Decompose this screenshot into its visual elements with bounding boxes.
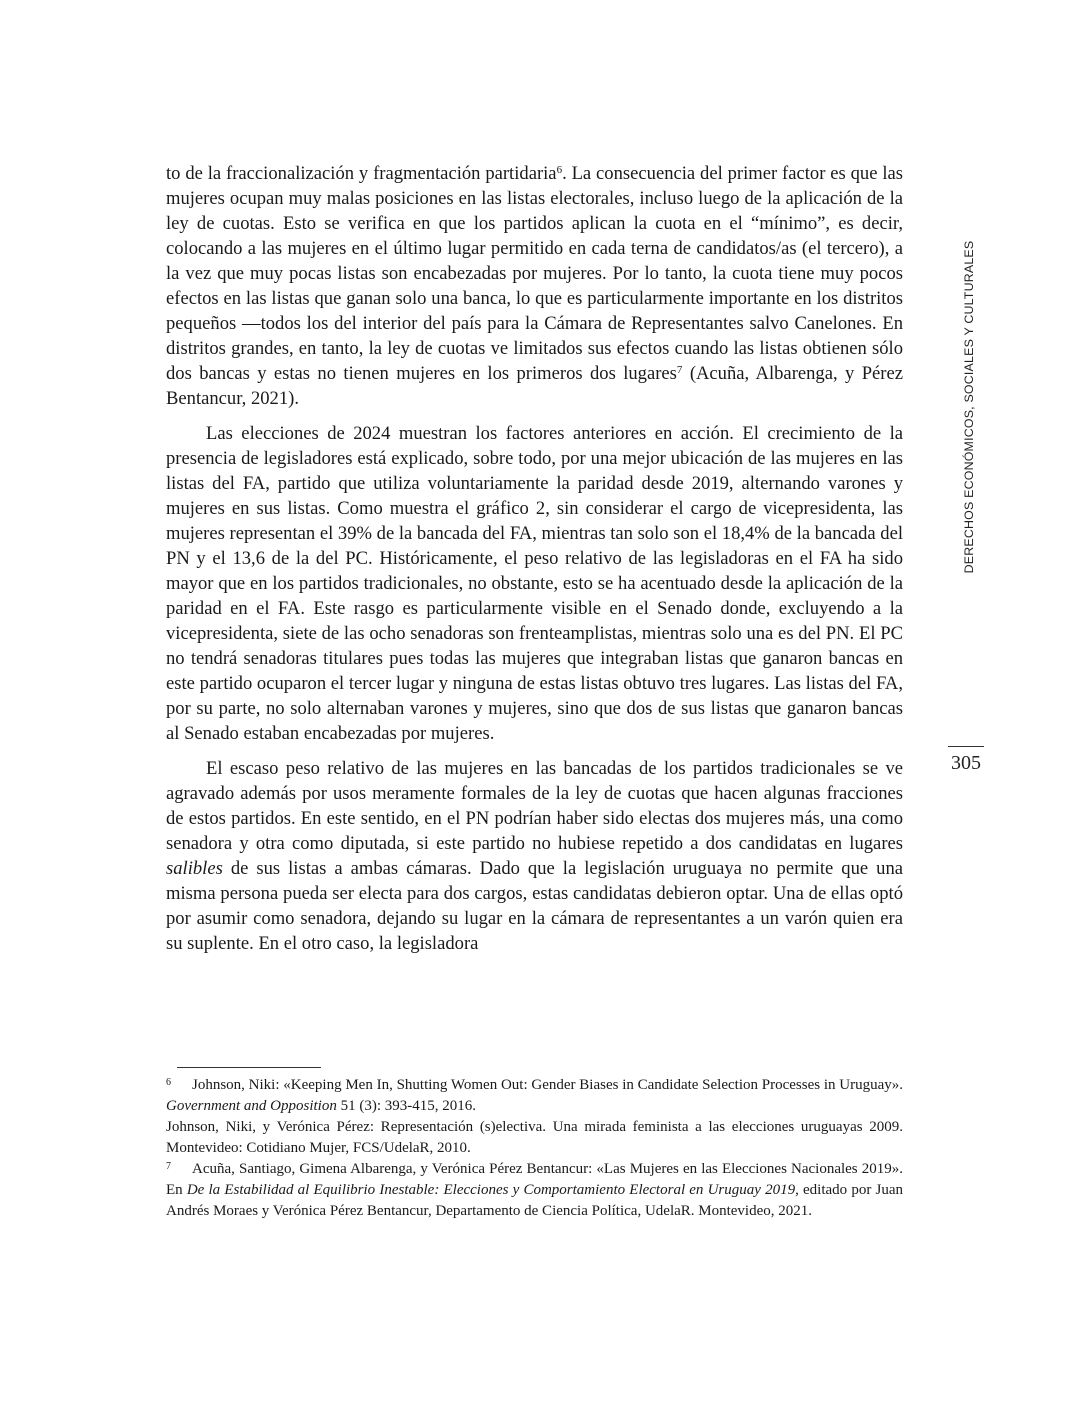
paragraph-text: (Acuña, Albarenga, y Pérez Bentancur, 2021).	[166, 363, 903, 409]
side-title-text: DERECHOS ECONÓMICOS, SOCIALES Y CULTURALES	[962, 240, 976, 574]
footnote-text: 51 (3): 393-415, 2016.	[336, 1098, 476, 1114]
running-section-title	[958, 240, 980, 574]
footnote-text: Acuña, Santiago, Gimena Albarenga, y Verónica Pérez Bentancur: «Las Mujeres en las Elecciones Nacionales 2019». En	[166, 1161, 903, 1198]
footnote-text: , editado por Juan Andrés Moraes y Verónica Pérez Bentancur, Departamento de Ciencia Política, UdelaR. Montevideo, 2021.	[166, 1182, 904, 1219]
footnote-text: Johnson, Niki: «Keeping Men In, Shutting Women Out: Gender Biases in Candidate Selection Processes in Uruguay».	[192, 1077, 903, 1093]
paragraph-text: . La consecuencia del primer factor es que las mujeres ocupan muy malas posiciones en las listas electorales, incluso luego de la aplicación de la ley de cuotas. Esto se verifica en que los partidos aplican la cuota en el “mínimo”, es decir, colocando a las mujeres en el último lugar permitido en cada terna de candidatos/as (el tercero), a la vez que muy pocas listas son encabezadas por mujeres. Por lo tanto, la cuota tiene muy pocos efectos en las listas que ganan solo una banca, lo que es particularmente importante en los distritos pequeños —todos los del interior del país para la Cámara de Representantes salvo Canelones. En distritos grandes, en tanto, la ley de cuotas ve limitados sus efectos cuando las listas obtienen sólo dos bancas y estas no tienen mujeres en los primeros dos lugares	[166, 163, 903, 384]
paragraph-text: El escaso peso relativo de las mujeres en las bancadas de los partidos tradicionales se ve agravado además por usos meramente formales de la ley de cuotas que hacen algunas fracciones de estos partidos. En este sentido, en el PN podrían haber sido electas dos mujeres más, una como senadora y otra como diputada, si este partido no hubiese repetido a dos candidatas en lugares	[166, 758, 903, 854]
footnote-ref-7: 7	[676, 364, 683, 376]
footnote-italic: De la Estabilidad al Equilibrio Inestable: Elecciones y Comportamiento Electoral en Uruguay 2019	[186, 1182, 796, 1198]
body-text	[166, 161, 903, 966]
footnote-7: 7 Acuña, Santiago, Gimena Albarenga, y Verónica Pérez Bentancur: «Las Mujeres en las Elecciones Nacionales 2019». En De la Estabilidad al Equilibrio Inestable: Elecciones y Comportamiento Electoral en Uruguay 2019, editado por Juan Andrés Moraes y Verónica Pérez Bentancur, Departamento de Ciencia Política, UdelaR. Montevideo, 2021.	[166, 1161, 904, 1219]
paragraph-text: de sus listas a ambas cámaras. Dado que la legislación uruguaya no permite que una misma persona pueda ser electa para dos cargos, estas candidatas debieron optar. Una de ellas optó por asumir como senadora, dejando su lugar en la cámara de representantes a un varón quien era su suplente. En el otro caso, la legisladora	[166, 858, 903, 954]
footnote-6-ref2: Johnson, Niki, y Verónica Pérez: Representación (s)electiva. Una mirada feminista a las elecciones uruguayas 2009. Montevideo: Cotidiano Mujer, FCS/UdelaR, 2010.	[166, 1119, 903, 1156]
paragraph-1	[166, 161, 903, 411]
footnotes	[166, 1075, 903, 1222]
footnote-ref-6: 6	[556, 164, 563, 176]
paragraph-2: Las elecciones de 2024 muestran los factores anteriores en acción. El crecimiento de la presencia de legisladores está explicado, sobre todo, por una mejor ubicación de las mujeres en las listas del FA, partido que utiliza voluntariamente la paridad desde 2019, alternando varones y mujeres en sus listas. Como muestra el gráfico 2, sin considerar el cargo de vicepresidenta, las mujeres representan el 39% de la bancada del FA, mientras tan solo son el 18,4% de la bancada del PN y el 13,6 de la del PC. Históricamente, el peso relativo de las legisladoras en el FA ha sido mayor que en los partidos tradicionales, no obstante, esto se ha acentuado desde la aplicación de la paridad en el FA. Este rasgo es particularmente visible en el Senado donde, excluyendo a la vicepresidenta, siete de las ocho senadoras son frenteamplistas, mientras solo una es del PN. El PC no tendrá senadoras titulares pues todas las mujeres que integraban listas que ganaron bancas en este partido ocuparon el tercer lugar y ninguna de estas listas obtuvo tres lugares. Las listas del FA, por su parte, no solo alternaban varones y mujeres, sino que dos de sus listas que ganaron bancas al Senado estaban encabezadas por mujeres.	[166, 423, 903, 744]
italic-term: salibles	[166, 858, 223, 879]
footnote-6: 6 Johnson, Niki: «Keeping Men In, Shutting Women Out: Gender Biases in Candidate Selection Processes in Uruguay». Government and Opposition 51 (3): 393-415, 2016.	[166, 1077, 903, 1114]
footnote-italic: Government and Opposition	[166, 1098, 337, 1114]
page-number: 305	[951, 752, 981, 774]
page-number-rule	[948, 746, 984, 747]
paragraph-3	[166, 756, 903, 956]
paragraph-text: to de la fraccionalización y fragmentación partidaria	[166, 163, 557, 184]
footnote-separator	[177, 1067, 321, 1068]
